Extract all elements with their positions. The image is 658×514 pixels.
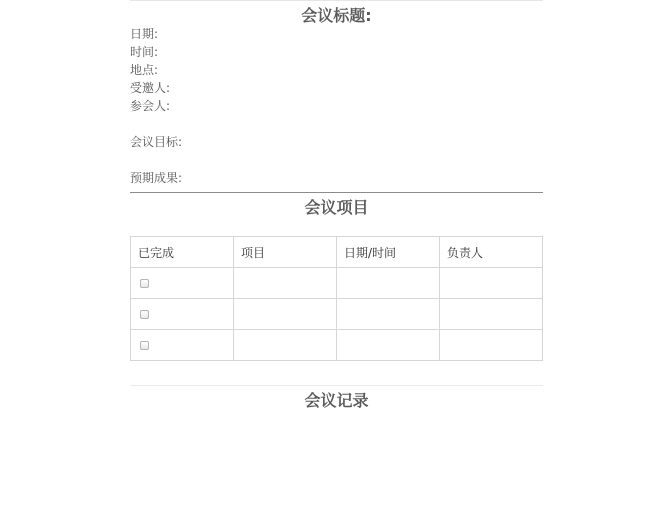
time-field-label: 时间: — [130, 45, 159, 59]
agenda-heading: 会议项目 — [304, 198, 369, 217]
done-cell — [131, 299, 234, 330]
done-cell — [131, 330, 234, 361]
done-checkbox[interactable] — [140, 310, 149, 319]
location-field-label: 地点: — [130, 63, 159, 77]
agenda-header-row — [131, 237, 543, 268]
item-cell[interactable] — [234, 330, 337, 361]
notes-heading: 会议记录 — [304, 391, 369, 410]
done-checkbox[interactable] — [140, 279, 149, 288]
expected-results-field-label: 预期成果: — [130, 171, 183, 185]
attendees-field-label: 参会人: — [130, 99, 171, 113]
invitees-field-label: 受邀人: — [130, 81, 171, 95]
owner-cell[interactable] — [440, 299, 543, 330]
table-row — [131, 330, 543, 361]
agenda-table — [130, 236, 543, 361]
done-cell — [131, 268, 234, 299]
meeting-document — [130, 0, 543, 416]
column-header-item: 项目 — [234, 237, 337, 268]
datetime-cell[interactable] — [337, 299, 440, 330]
date-field-label: 日期: — [130, 27, 159, 41]
meeting-title: 会议标题: — [301, 6, 372, 25]
done-checkbox[interactable] — [140, 341, 149, 350]
item-cell[interactable] — [234, 299, 337, 330]
owner-cell[interactable] — [440, 268, 543, 299]
item-cell[interactable] — [234, 268, 337, 299]
objective-field-label: 会议目标: — [130, 135, 183, 149]
column-header-datetime: 日期/时间 — [337, 237, 440, 268]
column-header-done: 已完成 — [131, 237, 234, 268]
field-spacer — [130, 115, 543, 133]
table-row — [131, 268, 543, 299]
datetime-cell[interactable] — [337, 268, 440, 299]
datetime-cell[interactable] — [337, 330, 440, 361]
field-spacer — [130, 151, 543, 169]
owner-cell[interactable] — [440, 330, 543, 361]
table-row — [131, 299, 543, 330]
column-header-owner: 负责人 — [440, 237, 543, 268]
